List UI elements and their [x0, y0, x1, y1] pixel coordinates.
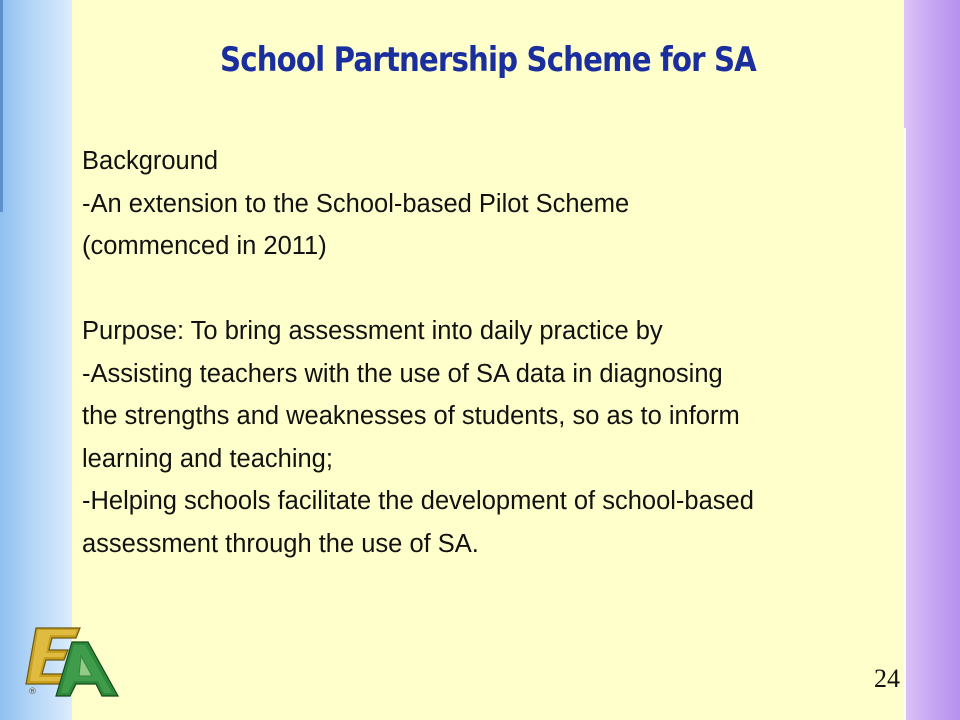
slide-title: School Partnership Scheme for SA	[220, 40, 756, 80]
left-decorative-band	[0, 0, 72, 720]
body-line: learning and teaching;	[82, 444, 333, 473]
body-line: Background	[82, 147, 219, 175]
body-line: (commenced in 2011)	[82, 232, 327, 260]
body-line: -An extension to the School-based Pilot Scheme	[82, 189, 630, 218]
ea-logo	[22, 620, 122, 700]
paragraph-gap	[82, 268, 912, 311]
body-line: the strengths and weaknesses of students, so as to inform	[82, 402, 740, 430]
body-line: -Helping schools facilitate the development of school-based	[82, 487, 754, 515]
left-band-accent	[0, 0, 3, 212]
body-line: assessment through the use of SA.	[82, 529, 479, 558]
registered-mark: ®	[28, 687, 37, 697]
page-number: 24	[874, 664, 900, 693]
slide-body	[82, 140, 912, 565]
right-decorative-band	[904, 0, 960, 720]
body-line: -Assisting teachers with the use of SA data in diagnosing	[82, 359, 723, 388]
body-line: Purpose: To bring assessment into daily practice by	[82, 317, 663, 345]
